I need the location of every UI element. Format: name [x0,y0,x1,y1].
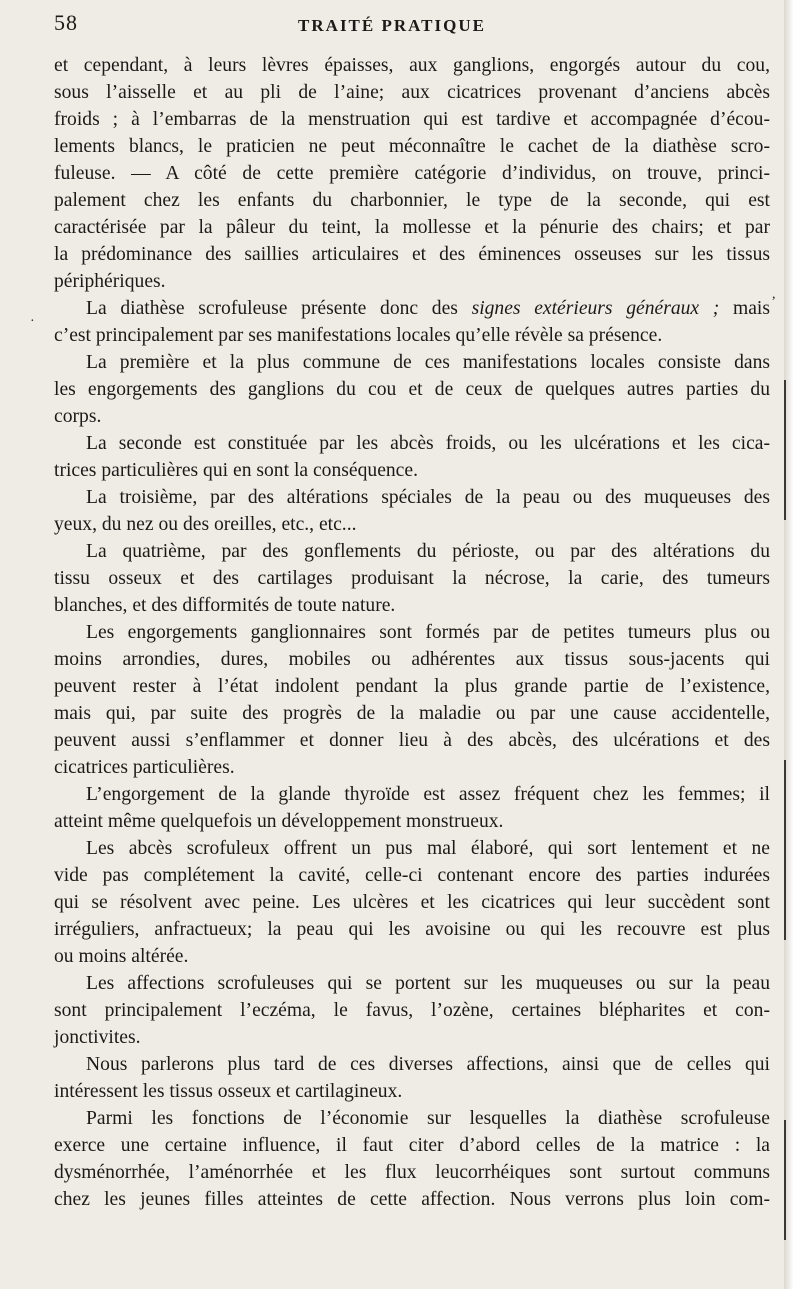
text-line [54,268,770,295]
text-line [54,322,770,349]
text-run: c’est principalement par ses manifestations locales qu’elle révèle sa présence. [54,325,663,346]
text-run: La seconde est constituée par les abcès froids, ou les ulcérations et les cica- [86,433,770,454]
edge-mark [784,760,786,940]
text-line [54,1024,770,1051]
text-line [54,511,770,538]
text-run: lements blancs, le praticien ne peut méconnaître le cachet de la diathèse scro- [54,136,770,157]
text-run: jonctivites. [54,1027,141,1048]
text-line [54,565,770,592]
page-edge [784,0,800,1289]
text-line [54,781,770,808]
text-run: palement chez les enfants du charbonnier, le type de la seconde, qui est [54,190,770,211]
text-line [54,700,770,727]
text-line [54,943,770,970]
text-run: dysménorrhée, l’aménorrhée et les flux leucorrhéiques sont surtout communs [54,1162,770,1183]
text-run: corps. [54,406,102,427]
text-run: Les abcès scrofuleux offrent un pus mal élaboré, qui sort lentement et ne [86,838,770,859]
text-line [54,727,770,754]
text-line [54,1186,770,1213]
text-run: moins arrondies, dures, mobiles ou adhérentes aux tissus sous-jacents qui [54,649,770,670]
text-run: Les engorgements ganglionnaires sont formés par de petites tumeurs plus ou [86,622,770,643]
text-run: peuvent aussi s’enflammer et donner lieu à des abcès, des ulcérations et des [54,730,770,751]
text-line [54,1132,770,1159]
margin-dot: , [772,287,776,302]
text-run: cicatrices particulières. [54,757,235,778]
text-line [54,754,770,781]
text-run: vide pas complétement la cavité, celle-ci contenant encore des parties indurées [54,865,770,886]
text-line [54,214,770,241]
text-run: et cependant, à leurs lèvres épaisses, aux ganglions, engorgés autour du cou, [54,55,770,76]
text-run: périphériques. [54,271,166,292]
text-run: qui se résolvent avec peine. Les ulcères et les cicatrices qui leur succèdent sont [54,892,770,913]
text-run: La troisième, par des altérations spéciales de la peau ou des muqueuses des [86,487,770,508]
text-line [54,862,770,889]
text-run: mais qui, par suite des progrès de la maladie ou par une cause accidentelle, [54,703,770,724]
text-line [54,1159,770,1186]
text-run: trices particulières qui en sont la conséquence. [54,460,418,481]
text-line [54,673,770,700]
text-line [54,970,770,997]
text-line [54,997,770,1024]
text-line [54,457,770,484]
text-run: Parmi les fonctions de l’économie sur lesquelles la diathèse scrofuleuse [86,1108,770,1129]
text-line [54,1078,770,1105]
text-run: Les affections scrofuleuses qui se portent sur les muqueuses ou sur la peau [86,973,770,994]
text-run: L’engorgement de la glande thyroïde est assez fréquent chez les femmes; il [86,784,770,805]
margin-dot: · [30,314,35,329]
text-run: Nous parlerons plus tard de ces diverses affections, ainsi que de celles qui [86,1054,770,1075]
text-run: La première et la plus commune de ces manifestations locales consiste dans [86,352,770,373]
text-line [54,241,770,268]
text-line [54,889,770,916]
page-number: 58 [54,10,78,35]
text-line [54,484,770,511]
text-line [54,187,770,214]
text-run: yeux, du nez ou des oreilles, etc., etc... [54,514,357,535]
text-run: froids ; à l’embarras de la menstruation qui est tardive et accompagnée d’écou- [54,109,770,130]
text-run: fuleuse. — A côté de cette première catégorie d’individus, on trouve, princi- [54,163,770,184]
text-run: irréguliers, anfractueux; la peau qui les avoisine ou qui les recouvre est plus [54,919,770,940]
text-run: La diathèse scrofuleuse présente donc des [86,298,472,319]
text-line [54,52,770,79]
text-line [54,1105,770,1132]
text-line [54,619,770,646]
text-run: blanches, et des difformités de toute nature. [54,595,396,616]
text-line [54,160,770,187]
text-run: la prédominance des saillies articulaires et des éminences osseuses sur les tissus [54,244,770,265]
text-line [54,403,770,430]
text-run: mais [719,298,770,319]
text-line [54,1051,770,1078]
text-run: tissu osseux et des cartilages produisant la nécrose, la carie, des tumeurs [54,568,770,589]
text-line [54,376,770,403]
text-line [54,538,770,565]
text-line [54,295,770,322]
text-line [54,646,770,673]
text-run: peuvent rester à l’état indolent pendant la plus grande partie de l’existence, [54,676,770,697]
text-run: sous l’aisselle et au pli de l’aine; aux cicatrices provenant d’anciens abcès [54,82,770,103]
text-line [54,592,770,619]
text-run: intéressent les tissus osseux et cartilagineux. [54,1081,403,1102]
running-head: TRAITÉ PRATIQUE [298,16,486,35]
text-line [54,916,770,943]
text-run: sont principalement l’eczéma, le favus, l’ozène, certaines blépharites et con- [54,1000,770,1021]
text-run: caractérisée par la pâleur du teint, la mollesse et la pénurie des chairs; et par [54,217,770,238]
text-line [54,430,770,457]
edge-mark [784,1120,786,1240]
text-run: atteint même quelquefois un développement monstrueux. [54,811,504,832]
text-run: La quatrième, par des gonflements du périoste, ou par des altérations du [86,541,770,562]
emphasis-run: signes extérieurs généraux ; [471,298,720,319]
text-run: ou moins altérée. [54,946,189,967]
body-text [54,52,770,1213]
text-run: les engorgements des ganglions du cou et de ceux de quelques autres parties du [54,379,770,400]
text-line [54,349,770,376]
text-line [54,808,770,835]
text-run: exerce une certaine influence, il faut citer d’abord celles de la matrice : la [54,1135,770,1156]
edge-mark [784,380,786,520]
text-run: chez les jeunes filles atteintes de cette affection. Nous verrons plus loin com- [54,1189,770,1210]
text-line [54,133,770,160]
text-line [54,106,770,133]
text-line [54,835,770,862]
text-line [54,79,770,106]
